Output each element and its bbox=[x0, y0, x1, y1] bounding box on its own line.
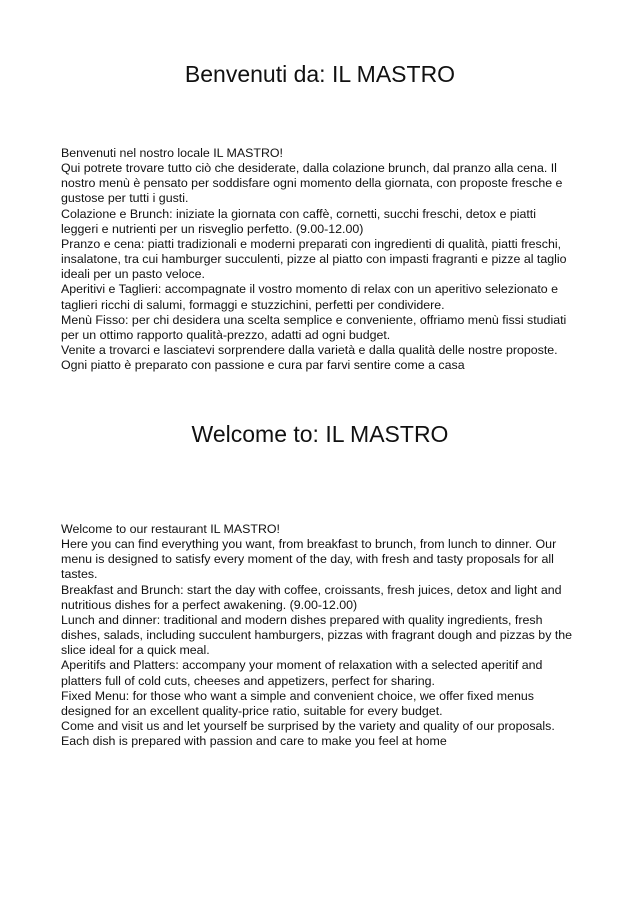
text-line: nutritious dishes for a perfect awakening. (9.00-12.00) bbox=[61, 597, 358, 612]
text-line: Colazione e Brunch: iniziate la giornata con caffè, cornetti, succhi freschi, detox e piatti bbox=[61, 206, 537, 221]
text-line: designed for an excellent quality-price ratio, suitable for every budget. bbox=[61, 703, 443, 718]
text-line: Fixed Menu: for those who want a simple and convenient choice, we offer fixed menus bbox=[61, 688, 534, 703]
english-title: Welcome to: IL MASTRO bbox=[191, 421, 449, 447]
italian-body bbox=[61, 146, 601, 373]
text-line: Welcome to our restaurant IL MASTRO! bbox=[61, 522, 280, 536]
text-line: Ogni piatto è preparato con passione e cura par farvi sentire come a casa bbox=[61, 358, 465, 373]
text-line: leggeri e nutrienti per un risveglio perfetto. (9.00-12.00) bbox=[61, 221, 364, 236]
english-body bbox=[61, 522, 601, 749]
text-line: Benvenuti nel nostro locale IL MASTRO! bbox=[61, 146, 283, 160]
text-line: Here you can find everything you want, from breakfast to brunch, from lunch to dinner. Our bbox=[61, 537, 557, 552]
text-line: per un ottimo rapporto qualità-prezzo, adatti ad ogni budget. bbox=[61, 327, 391, 342]
italian-title: Benvenuti da: IL MASTRO bbox=[184, 61, 456, 87]
text-line: Lunch and dinner: traditional and modern dishes prepared with quality ingredients, fresh bbox=[61, 612, 543, 627]
text-line: Qui potrete trovare tutto ciò che desiderate, dalla colazione brunch, dal pranzo alla cena. Il bbox=[61, 161, 557, 176]
text-line: insalatone, tra cui hamburger succulenti, pizze al piatto con impasti fragranti e pizze al taglio bbox=[61, 252, 567, 267]
text-line: Menù Fisso: per chi desidera una scelta semplice e conveniente, offriamo menù fissi studiati bbox=[61, 312, 567, 327]
text-line: Aperitivi e Taglieri: accompagnate il vostro momento di relax con un aperitivo selezionato e bbox=[61, 282, 559, 297]
text-line: taglieri ricchi di salumi, formaggi e stuzzichini, perfetti per condividere. bbox=[61, 297, 445, 312]
text-line: tastes. bbox=[61, 567, 98, 582]
text-line: Each dish is prepared with passion and care to make you feel at home bbox=[61, 734, 447, 749]
text-line: slice ideal for a quick meal. bbox=[61, 643, 210, 658]
text-line: Aperitifs and Platters: accompany your moment of relaxation with a selected aperitif and bbox=[61, 658, 543, 673]
text-line: platters full of cold cuts, cheeses and appetizers, perfect for sharing. bbox=[61, 673, 435, 688]
text-line: menu is designed to satisfy every moment of the day, with fresh and tasty proposals for all bbox=[61, 552, 554, 567]
text-line: Venite a trovarci e lasciatevi sorprendere dalla varietà e dalla qualità delle nostre proposte. bbox=[61, 343, 558, 358]
text-line: Pranzo e cena: piatti tradizionali e moderni preparati con ingredienti di qualità, piatti freschi, bbox=[61, 236, 562, 251]
text-line: Come and visit us and let yourself be surprised by the variety and quality of our proposals. bbox=[61, 719, 555, 734]
text-line: ideali per un pasto veloce. bbox=[61, 267, 205, 282]
text-line: gustose per tutti i gusti. bbox=[61, 191, 189, 206]
text-line: dishes, salads, including succulent hamburgers, pizzas with fragrant dough and pizzas by the bbox=[61, 628, 573, 643]
text-line: nostro menù è pensato per soddisfare ogni momento della giornata, con proposte fresche e bbox=[61, 176, 563, 191]
text-line: Breakfast and Brunch: start the day with coffee, croissants, fresh juices, detox and light and bbox=[61, 582, 562, 597]
